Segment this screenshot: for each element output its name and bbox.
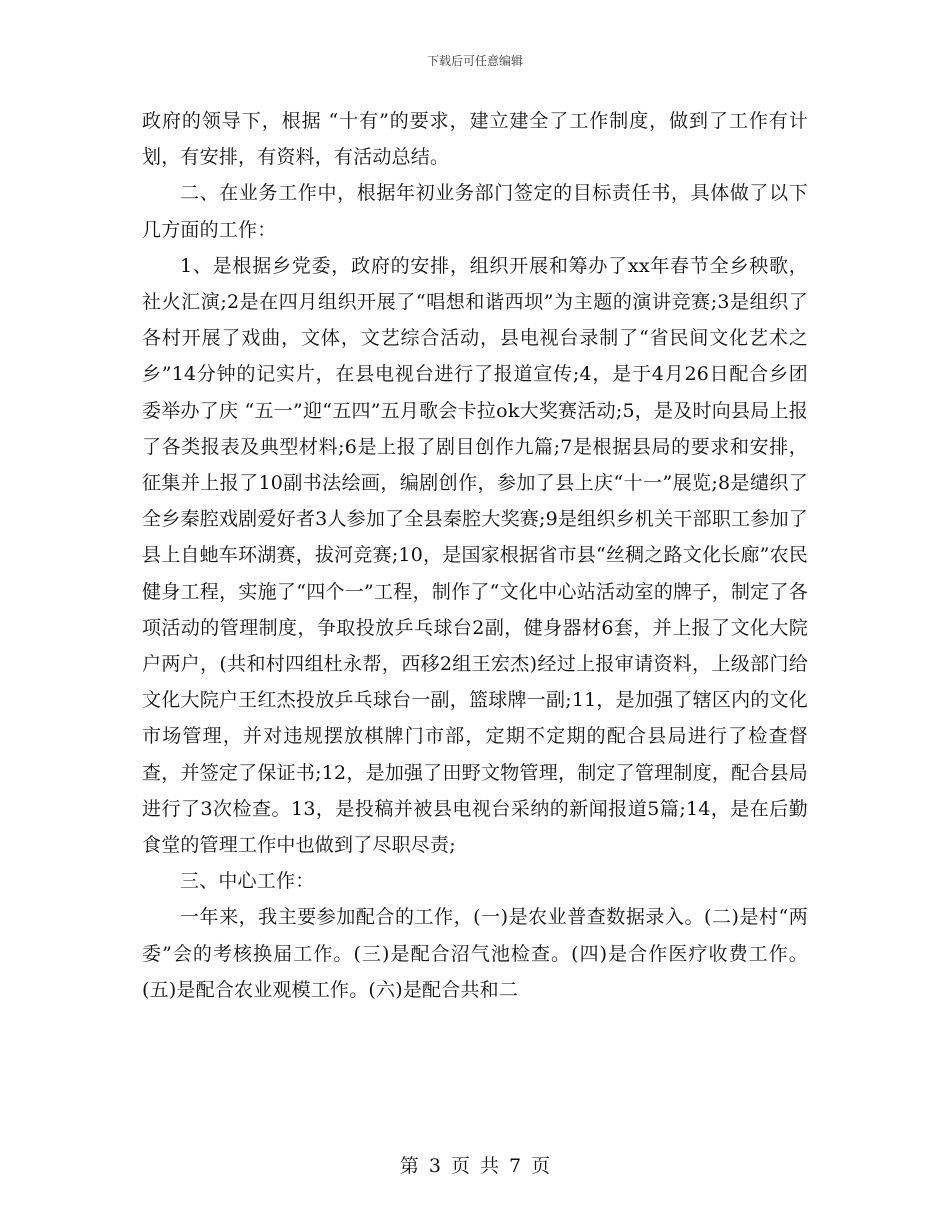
paragraph-3: 1、是根据乡党委，政府的安排，组织开展和筹办了xx年春节全乡秧歌，社火汇演;2是在四月组织开展了“唱想和谐西坝”为主题的演讲竞赛;3是组织了各村开展了戏曲，文体，文艺综合活动，县电视台录制了“省民间文化艺术之乡”14分钟的记实片，在县电视台进行了报道宣传;4，是于4月26日配合乡团委举办了庆 “五一”迎“五四”五月歌会卡拉ok大奖赛活动;5，是及时向县局上报了各类报表及典型材料;6是上报了剧目创作九篇;7是根据县局的要求和安排，征集并上报了10副书法绘画，编剧创作，参加了县上庆“十一”展览;8是缱织了全乡秦腔戏剧爱好者3人参加了全县秦腔大奖赛;9是组织乡机关干部职工参加了县上自虵车环湖赛，拔河竞赛;10，是国家根据省市县“丝稠之路文化长廊”农民健身工程，实施了“四个一”工程，制作了“文化中心站活动室的牌子，制定了各项活动的管理制度，争取投放乒乓球台2副，健身器材6套，并上报了文化大院户两户，(共和村四组杜永帮，西移2组王宏杰)经过上报审请资料，上级部门给文化大院户王红杰投放乒乓球台一副，篮球牌一副;11，是加强了辖区内的文化市场管理，并对违规摆放棋牌门市部，定期不定期的配合县局进行了检查督查，并签定了保证书;12，是加强了田野文物管理，制定了管理制度，配合县局进行了3次检查。13，是投稿并被县电视台采纳的新闻报道5篇;14，是在后勤食堂的管理工作中也做到了尽职尽责; (142, 254, 808, 857)
paragraph-4: 三、中心工作： (180, 870, 315, 893)
paragraph-2: 二、在业务工作中，根据年初业务部门签定的目标责任书，具体做了以下几方面的工作： (142, 182, 808, 241)
document-body (142, 103, 808, 1008)
paragraph-5: 一年来，我主要参加配合的工作，(一)是农业普查数据录入。(二)是村“两委”会的考核换届工作。(三)是配合沼气池检查。(四)是合作医疗收费工作。(五)是配合农业观模工作。(六)是配合共和二 (142, 906, 808, 1001)
page-header: 下载后可任意编辑 (426, 54, 523, 68)
page-number: 第 3 页 共 7 页 (399, 1155, 551, 1177)
paragraph-1: 政府的领导下，根据 “十有”的要求，建立建全了工作制度，做到了工作有计划，有安排，有资料，有活动总结。 (142, 110, 808, 169)
